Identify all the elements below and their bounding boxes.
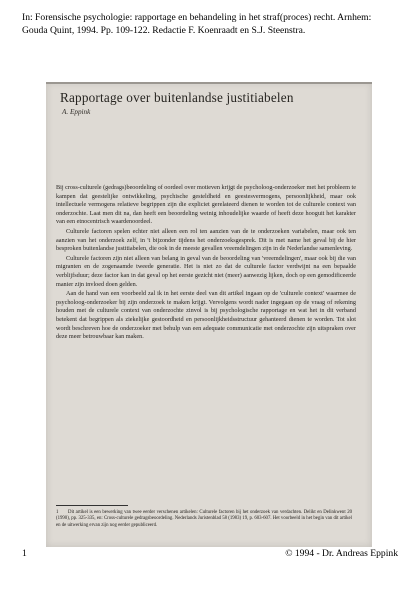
article-title: Rapportage over buitenlandse justitiabelen [60,90,294,105]
paragraph: Culturele factoren spelen echter niet alleen een rol ten aanzien van de te onderzoeken variabelen, maar ook ten aanzien van het onderzoek zelf, in 't bijzonder tijdens het onderzoeksgesprek. Dit is met name het geval bij de hier besproken buitenlandse justitiabelen, die ook in de meeste gevallen vreemdelingen zijn in de Nederlandse samenleving. [56,227,356,253]
scanned-page [46,82,372,547]
copyright-notice: © 1994 - Dr. Andreas Eppink [285,548,398,559]
footnote [56,510,352,529]
article-author: A. Eppink [62,108,91,116]
paragraph: Culturele factoren zijn niet alleen van belang in geval van de beoordeling van 'vreemdelingen', maar ook bij die van migranten en de zogenaamde tweede generatie. Het is niet zo dat de culturele factor verdwijnt na een bepaalde verblijfsduur; deze factor kan in dat geval op het eerste gezicht niet (meer) aanwezig lijken, doch op een gemodificeerde manier zijn invloed doen gelden. [56,254,356,288]
paragraph: Bij cross-culturele (gedrags)beoordeling of oordeel over motieven krijgt de psycholoog-onderzoeker met het probleem te kampen dat geestelijke ontwikkeling, psychische gesteldheid en geestesvermogens, persoonlijkheid, maar ook intellectuele vermogens relatieve begrippen zijn die expliciet gerelateerd dienen te worden tot de culturele context van onderzochte. Laat men dit na, dan heeft een beoordeling weinig inhoudelijke waarde of heeft deze hooguit het karakter van een etnocentrisch waardenoordeel. [56,184,356,226]
scan-top-border [46,82,372,84]
page-number: 1 [22,548,27,559]
article-body [56,184,356,343]
footnote-divider [56,505,128,506]
footnote-text: Dit artikel is een bewerking van twee eerder verschenen artikelen: Culturele factoren bij het onderzoek van verdachten. Delikt en Delinkwent 20 (1990), pp. 325-335, en: Cross-culturele gedragsbeoordeling. Nederlands Juristenblad 58 (1983) 19, p. 603-607. Het voorbeeld in het begin van dit artikel en de uitwerking ervan zijn nog eerder gepubliceerd. [56,510,352,528]
paragraph: Aan de hand van een voorbeeld zal ik in het eerste deel van dit artikel ingaan op de 'culturele context' waarmee de psycholoog-onderzoeker bij zijn onderzoek te maken krijgt. Vervolgens wordt nader ingegaan op de vraag of rekening houden met de culturele context van onderzochte zinvol is bij psychologische rapportage en wat het in dit verband betekent dat begrippen als ziekelijke gestoordheid en persoonlijkheidsstructuur gehanteerd dienen te worden. Tot slot wordt beschreven hoe de onderzoeker met behulp van een adequate communicatie met onderzochte zijn uitspraken over deze meer betrouwbaar kan maken. [56,290,356,341]
citation-header: In: Forensische psychologie: rapportage en behandeling in het straf(proces) recht. Arnhem: Gouda Quint, 1994. Pp. 109-122. Redactie F. Koenraadt en S.J. Steenstra. [22,12,372,36]
footnote-number: 1 [56,510,59,515]
